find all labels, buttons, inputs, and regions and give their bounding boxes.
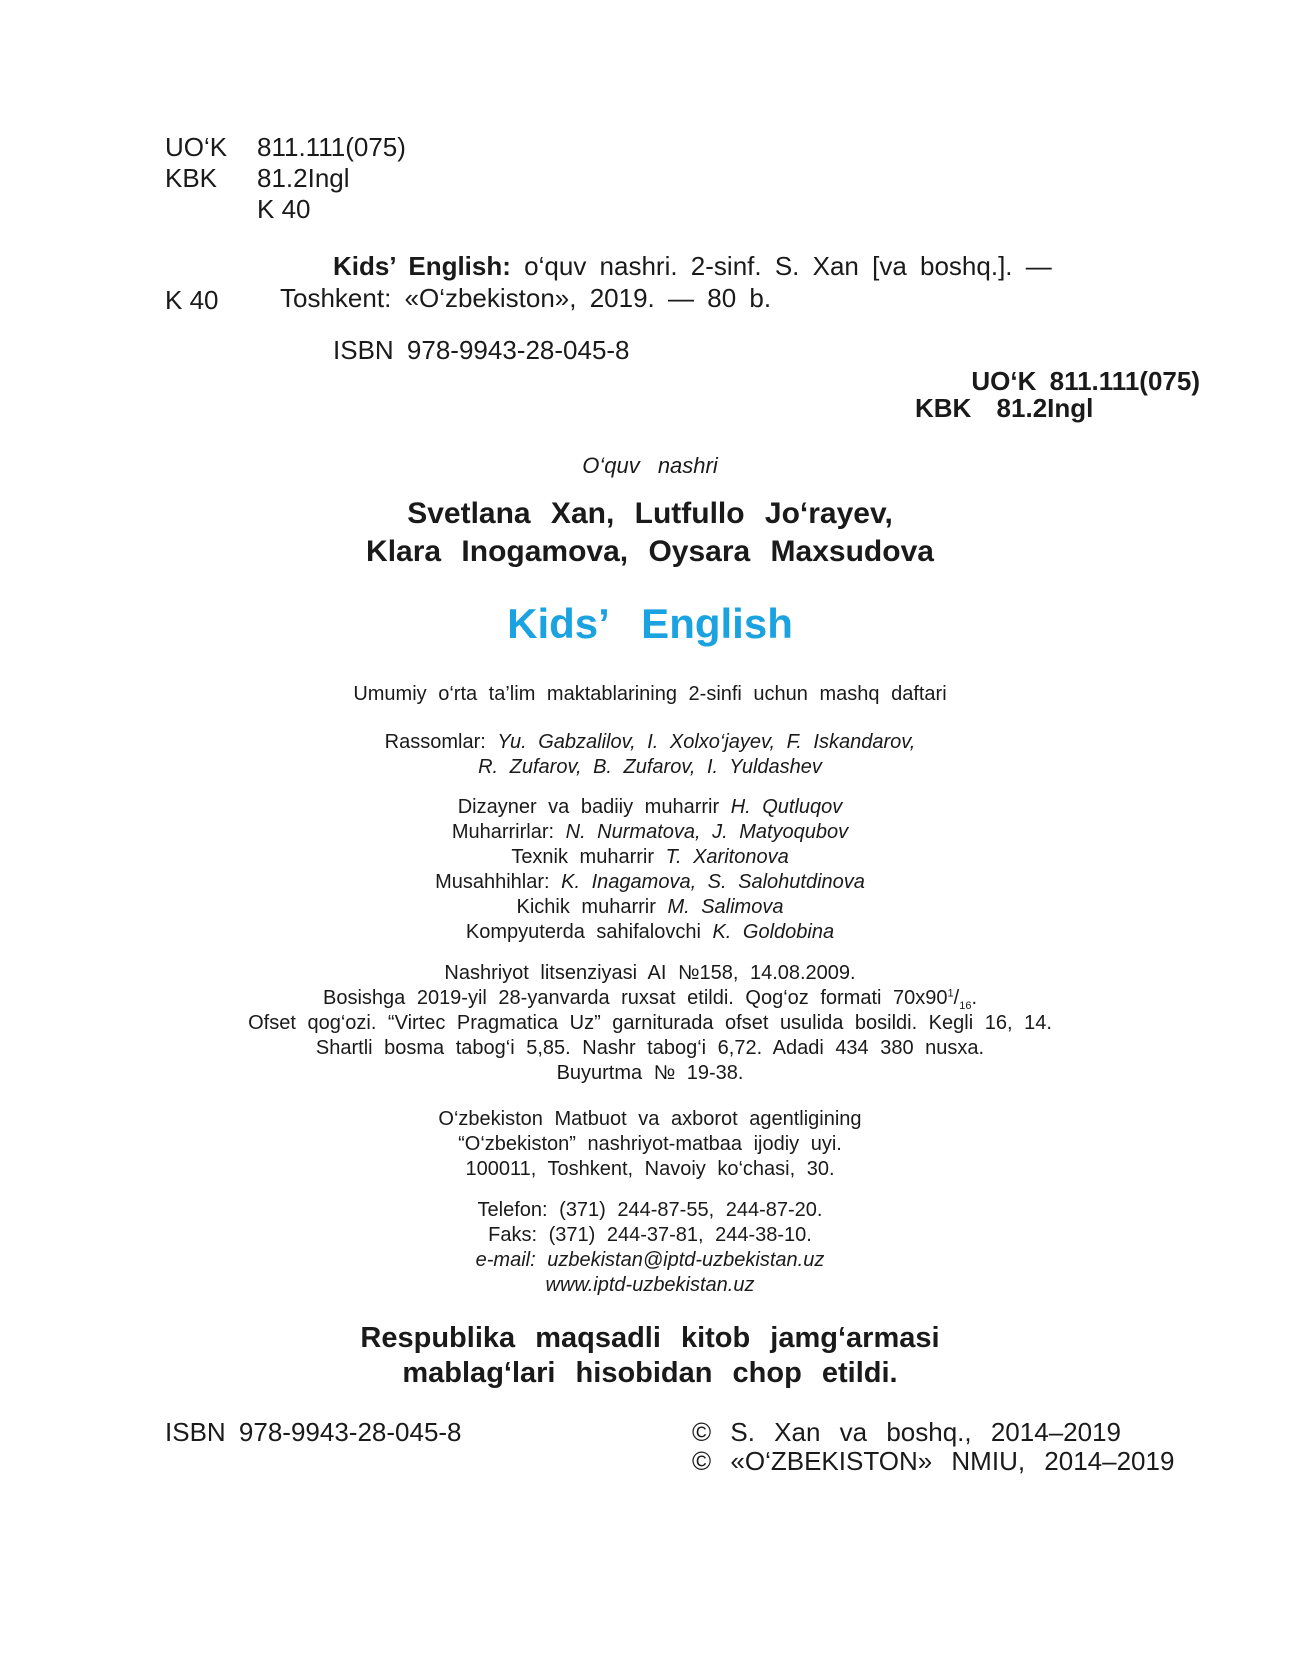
print-order: Buyurtma № 19-38.	[556, 1062, 744, 1084]
credit-role: Dizayner va badiiy muharrir	[457, 796, 720, 818]
uok-value: 811.111(075)	[257, 132, 406, 162]
publisher-line-2: “O‘zbekiston” nashriyot-matbaa ijodiy uyi.	[458, 1133, 842, 1155]
funding-line-2: mablag‘lari hisobidan chop etildi.	[402, 1357, 898, 1389]
contact-web-link[interactable]: www.iptd-uzbekistan.uz	[545, 1274, 755, 1296]
illustrators-names-1: Yu. Gabzalilov, I. Xolxo‘jayev, F. Iskandarov,	[497, 731, 916, 753]
print-offset: Ofset qog‘ozi. “Virtec Pragmatica Uz” garniturada ofset usulida bosildi. Kegli 16, 14.	[248, 1012, 1052, 1034]
footer-isbn: ISBN 978-9943-28-045-8	[165, 1417, 462, 1447]
credit-role: Kompyuterda sahifalovchi	[465, 921, 701, 943]
contact-phone: Telefon: (371) 244-87-55, 244-87-20.	[477, 1199, 823, 1221]
authors-line-1: Svetlana Xan, Lutfullo Jo‘rayev,	[407, 497, 893, 530]
book-title: Kids’ English	[507, 600, 793, 647]
credit-name: K. Goldobina	[712, 921, 835, 943]
credit-role: Texnik muharrir	[511, 846, 655, 868]
catalog-title-rest: o‘quv nashri. 2-sinf. S. Xan [va boshq.]. —	[524, 251, 1052, 281]
credit-role: Muharrirlar:	[451, 821, 555, 843]
credit-name: T. Xaritonova	[665, 846, 789, 868]
publisher-line-1: O‘zbekiston Matbuot va axborot agentligining	[438, 1108, 862, 1130]
illustrators-line-2: R. Zufarov, B. Zufarov, I. Yuldashev	[478, 756, 822, 778]
footer-copyright-2: © «O‘ZBEKISTON» NMIU, 2014–2019	[692, 1446, 1175, 1476]
contact-email-line	[0, 1249, 1300, 1272]
illustrators-label: Rassomlar:	[384, 731, 486, 753]
format-sup: 1	[947, 987, 954, 1000]
catalog-mark: K 40	[165, 285, 219, 315]
kbk-value: 81.2Ingl	[257, 163, 350, 193]
uok-label: UO‘K	[165, 132, 228, 162]
credit-name: M. Salimova	[667, 896, 784, 918]
catalog-kbk: KBK 81.2Ingl	[915, 393, 1094, 423]
email-label: e-mail:	[475, 1249, 536, 1271]
footer-copyright-1: © S. Xan va boshq., 2014–2019	[692, 1417, 1121, 1447]
credit-row	[0, 796, 1300, 819]
edition-type: O‘quv nashri	[582, 453, 718, 478]
credit-row	[0, 921, 1300, 944]
kbk-label: KBK	[165, 163, 218, 193]
funding-line-1: Respublika maqsadli kitob jamg‘armasi	[360, 1322, 940, 1354]
format-sub: 16	[959, 1000, 972, 1012]
credit-role: Musahhihlar:	[435, 871, 550, 893]
author-mark: K 40	[257, 194, 311, 224]
catalog-title-bold: Kids’ English:	[333, 251, 511, 281]
catalog-isbn: ISBN 978-9943-28-045-8	[333, 335, 630, 365]
catalog-title-line	[333, 251, 1052, 282]
print-license: Nashriyot litsenziyasi AI №158, 14.08.2009.	[444, 962, 856, 984]
catalog-line2: Toshkent: «O‘zbekiston», 2019. — 80 b.	[280, 283, 772, 313]
credit-row	[0, 821, 1300, 844]
print-approved-text: Bosishga 2019-yil 28-yanvarda ruxsat etildi. Qog‘oz formati 70x90	[322, 987, 948, 1009]
credit-row	[0, 896, 1300, 919]
credit-role: Kichik muharrir	[516, 896, 656, 918]
classification-block	[165, 132, 406, 225]
subtitle: Umumiy o‘rta ta’lim maktablarining 2-sinfi uchun mashq daftari	[353, 683, 947, 705]
credit-name: H. Qutluqov	[730, 796, 843, 818]
credit-name: K. Inagamova, S. Salohutdinova	[561, 871, 865, 893]
illustrators-line-1	[0, 731, 1300, 754]
email-link[interactable]: uzbekistan@iptd-uzbekistan.uz	[547, 1249, 825, 1271]
print-sheets: Shartli bosma tabog‘i 5,85. Nashr tabog‘i 6,72. Adadi 434 380 nusxa.	[315, 1037, 985, 1059]
contact-fax: Faks: (371) 244-37-81, 244-38-10.	[488, 1224, 812, 1246]
credit-row	[0, 846, 1300, 869]
credit-row	[0, 871, 1300, 894]
publisher-line-3: 100011, Toshkent, Navoiy ko‘chasi, 30.	[465, 1158, 835, 1180]
catalog-uok: UO‘K 811.111(075)	[971, 366, 1200, 396]
authors-line-2: Klara Inogamova, Oysara Maxsudova	[366, 535, 934, 568]
print-approved: Bosishga 2019-yil 28-yanvarda ruxsat etildi. Qog‘oz formati $70x90^1/_{16}$.	[322, 987, 978, 1012]
credit-name: N. Nurmatova, J. Matyoqubov	[565, 821, 849, 843]
